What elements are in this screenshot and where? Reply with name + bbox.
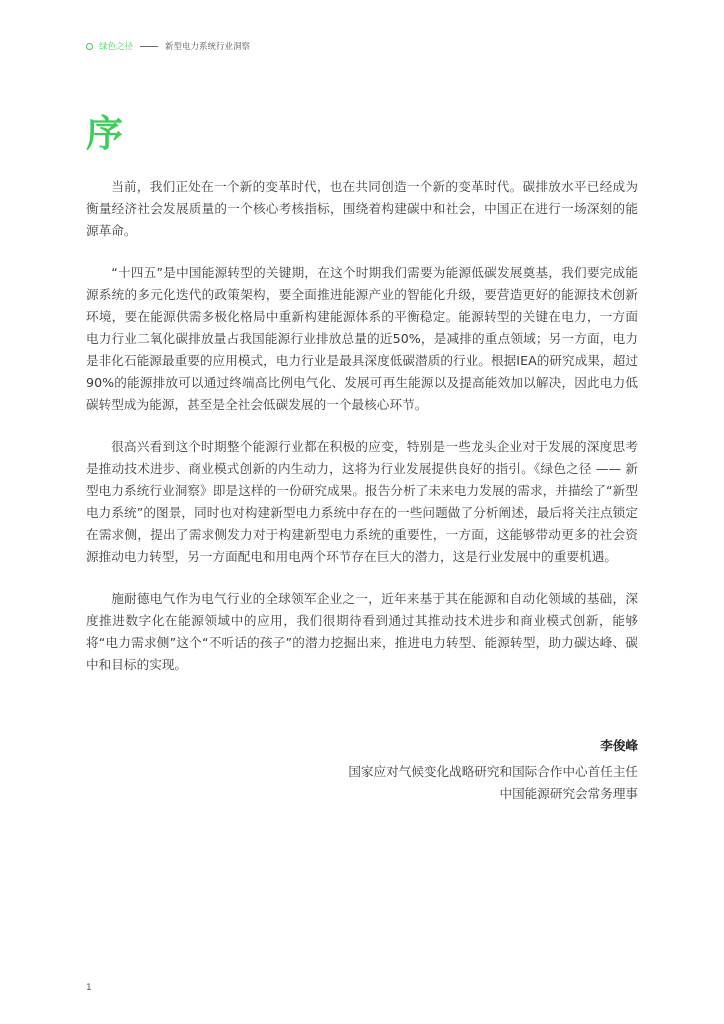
preface-body	[86, 176, 638, 696]
author-title-1: 国家应对气候变化战略研究和国际合作中心首任主任	[348, 764, 638, 779]
circle-bullet-icon	[86, 43, 93, 50]
paragraph-4: 施耐德电气作为电气行业的全球领军企业之一，近年来基于其在能源和自动化领域的基础，深度推进数字化在能源领域中的应用，我们很期待看到通过其推动技术进步和商业模式创新，能够将“电力需求侧”这个“不听话的孩子”的潜力挖掘出来，推进电力转型、能源转型，助力碳达峰、碳中和目标的实现。	[86, 591, 638, 672]
author-name: 李俊峰	[600, 738, 638, 753]
header-subtitle: 新型电力系统行业洞察	[165, 42, 251, 52]
paragraph-3: 很高兴看到这个时期整个能源行业都在积极的应变，特别是一些龙头企业对于发展的深度思考是推动技术进步、商业模式创新的内生动力，这将为行业发展提供良好的指引。《绿色之径 —— 新型电力系统行业洞察》即是这样的一份研究成果。报告分析了未来电力发展的需求，并描绘了“新型电力系统”的图景，同时也对构建新型电力系统中存在的一些问题做了分析阐述，最后将关注点锁定在需求侧，提出了需求侧发力对于构建新型电力系统的重要性，一方面，这能够带动更多的社会资源推动电力转型，另一方面配电和用电两个环节存在巨大的潜力，这是行业发展中的重要机遇。	[86, 439, 638, 564]
page-title: 序	[86, 112, 123, 155]
paragraph-1: 当前，我们正处在一个新的变革时代，也在共同创造一个新的变革时代。碳排放水平已经成为衡量经济社会发展质量的一个核心考核指标，围绕着构建碳中和社会，中国正在进行一场深刻的能源革命。	[86, 179, 638, 238]
author-title-2: 中国能源研究会常务理事	[499, 786, 638, 801]
signature-block	[348, 735, 638, 805]
paragraph-2: “十四五”是中国能源转型的关键期，在这个时期我们需要为能源低碳发展奠基，我们要完成能源系统的多元化迭代的政策架构，要全面推进能源产业的智能化升级，要营造更好的能源技术创新环境，要在能源供需多极化格局中重新构建能源体系的平衡稳定。能源转型的关键在电力，一方面电力行业二氧化碳排放量占我国能源行业排放总量的近50%，是减排的重点领域；另一方面，电力是非化石能源最重要的应用模式，电力行业是最具深度低碳潜质的行业。根据IEA的研究成果，超过90%的能源排放可以通过终端高比例电气化、发展可再生能源以及提高能效加以解决，因此电力低碳转型成为能源，甚至是全社会低碳发展的一个最核心环节。	[86, 265, 638, 412]
header-dash-separator	[140, 46, 158, 47]
header-brand: 绿色之径	[99, 42, 134, 52]
page-number: 1	[86, 983, 92, 993]
running-header	[86, 39, 250, 53]
